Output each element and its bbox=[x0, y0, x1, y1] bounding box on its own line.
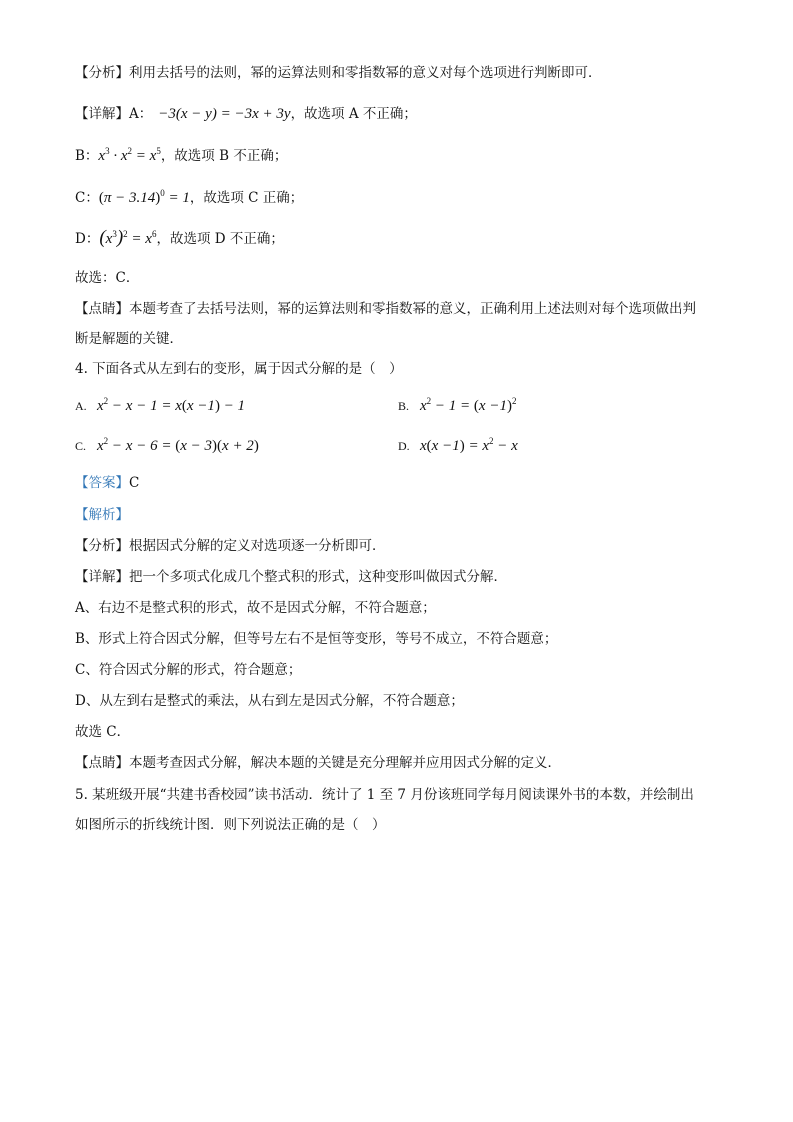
reason-a: A、右边不是整式积的形式，故不是因式分解，不符合题意； bbox=[75, 600, 436, 616]
answer-tag: 【答案】 bbox=[75, 475, 129, 491]
detail-line-d bbox=[75, 228, 284, 249]
choose-line-q4: 故选 C． bbox=[75, 724, 131, 740]
analysis-line-q3: 【分析】利用去括号的法则，幂的运算法则和零指数幂的意义对每个选项进行判断即可． bbox=[75, 65, 602, 81]
reason-b: B、形式上符合因式分解，但等号左右不是恒等变形，等号不成立，不符合题意； bbox=[75, 631, 558, 647]
option-d-prefix: D： bbox=[75, 231, 100, 247]
option-d-label: D. bbox=[398, 439, 410, 453]
math-expression-a: −3(x − y) = −3x + 3y bbox=[158, 106, 291, 122]
option-b-prefix: B： bbox=[75, 148, 99, 164]
explain-tag: 【解析】 bbox=[75, 507, 129, 523]
answer-line bbox=[75, 473, 139, 493]
detail-a-suffix: ，故选项 A 不正确； bbox=[290, 106, 417, 122]
reason-c: C、符合因式分解的形式，符合题意； bbox=[75, 662, 302, 678]
math-expression-c: $(\pi - 3.14)^0 = 1$ bbox=[98, 188, 190, 206]
option-a bbox=[75, 396, 245, 416]
option-d-math: $x(x -1) = x^2 - x$ bbox=[420, 436, 518, 454]
detail-prefix: 【详解】A： bbox=[75, 106, 153, 122]
answer-value: C bbox=[129, 475, 140, 491]
option-a-label: A. bbox=[75, 399, 87, 413]
analysis-line-q4: 【分析】根据因式分解的定义对选项逐一分析即可． bbox=[75, 538, 386, 554]
question-5-stem-line-1: 5. 某班级开展“共建书香校园”读书活动．统计了 1 至 7 月份该班同学每月阅读课外书的本数，并绘制出 bbox=[75, 787, 694, 803]
math-expression-b: $x^3 \cdot x^2 = x^5$ bbox=[98, 146, 161, 164]
comment-line-2: 断是解题的关键． bbox=[75, 331, 183, 347]
option-c-math: $x^2 - x - 6 = (x - 3)(x + 2)$ bbox=[97, 436, 259, 454]
option-c-label: C. bbox=[75, 439, 87, 453]
comment-line-1: 【点睛】本题考查了去括号法则，幂的运算法则和零指数幂的意义，正确利用上述法则对每个选项做出判 bbox=[75, 301, 696, 317]
detail-line-b bbox=[75, 146, 287, 166]
detail-line-a bbox=[75, 104, 417, 124]
detail-line-c bbox=[75, 188, 303, 208]
option-b-label: B. bbox=[398, 399, 410, 413]
option-b-math: $x^2 - 1 = (x -1)^2$ bbox=[420, 396, 517, 414]
comment-line-q4: 【点睛】本题考查因式分解，解决本题的关键是充分理解并应用因式分解的定义． bbox=[75, 755, 561, 771]
option-b bbox=[398, 396, 516, 416]
option-d-suffix: ，故选项 D 不正确； bbox=[156, 231, 284, 247]
option-c-prefix: C： bbox=[75, 190, 99, 206]
option-c-suffix: ，故选项 C 正确； bbox=[189, 190, 304, 206]
option-d bbox=[398, 436, 518, 456]
option-a-math: $x^2 - x - 1 = x(x -1) - 1$ bbox=[97, 396, 246, 414]
reason-d: D、从左到右是整式的乘法，从右到左是因式分解，不符合题意； bbox=[75, 693, 464, 709]
option-c bbox=[75, 436, 259, 456]
option-b-suffix: ，故选项 B 不正确； bbox=[160, 148, 288, 164]
question-5-stem-line-2: 如图所示的折线统计图．则下列说法正确的是（ ） bbox=[75, 817, 386, 833]
question-4-stem: 4. 下面各式从左到右的变形，属于因式分解的是（ ） bbox=[75, 361, 403, 377]
detail-line-q4: 【详解】把一个多项式化成几个整式积的形式，这种变形叫做因式分解． bbox=[75, 569, 507, 585]
choose-line-q3: 故选：C． bbox=[75, 270, 140, 286]
math-expression-d: $(x^3)^2 = x^6$ bbox=[99, 227, 157, 248]
